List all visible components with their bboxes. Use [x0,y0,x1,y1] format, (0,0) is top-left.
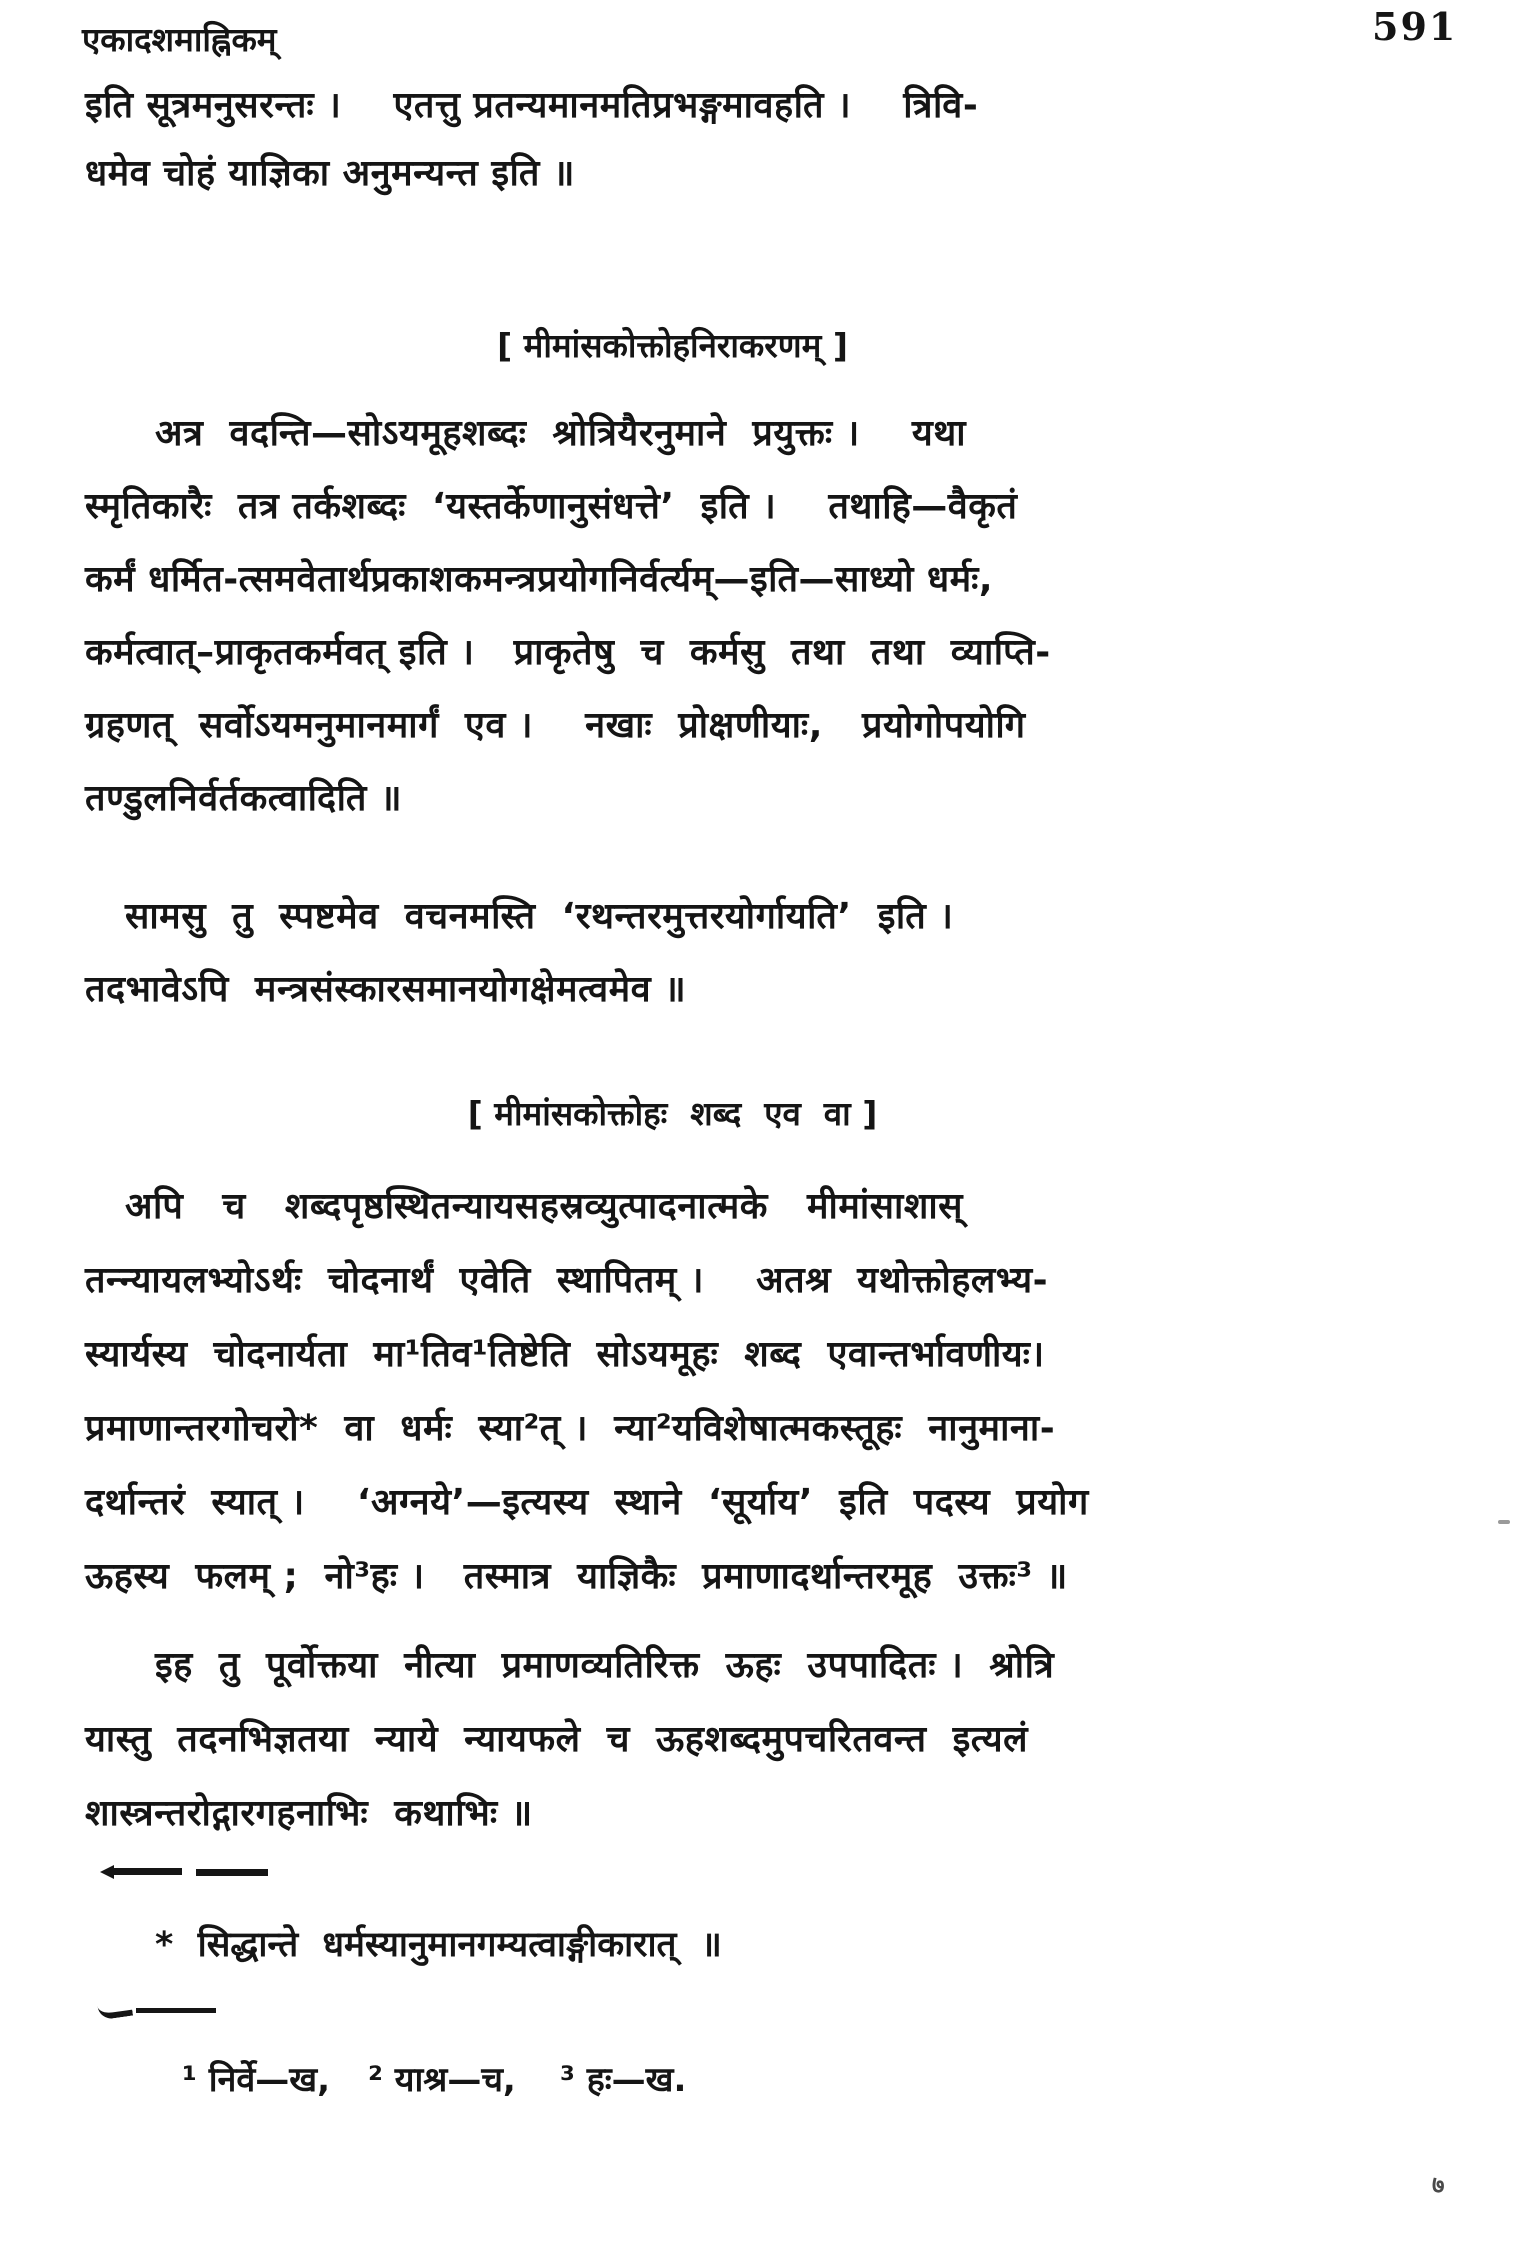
bottom-right-mark: ७ [1432,2171,1445,2199]
text-line: सामसु तु स्पष्टमेव वचनमस्ति ‘रथन्तरमुत्तरयोर्गायति’ इति । [125,896,954,937]
paragraph-1 [85,72,1275,208]
paragraph-5 [85,1629,1275,1851]
variant-note-1: ¹ निर्वे—ख, [182,2060,331,2100]
variant-rule-squiggle [97,1998,133,2021]
text-line: अत्र वदन्ति—सोऽयमूहशब्दः श्रोत्रियैरनुमाने प्रयुक्तः । यथा [155,413,967,454]
footnote-rule-segment [196,1869,268,1876]
text-line: यास्तु तदनभिज्ञतया न्याये न्यायफले च ऊहशब्दमुपचरितवन्त इत्यलं [85,1719,1028,1760]
text-line: कर्मं धर्मित-त्समवेतार्थप्रकाशकमन्त्रप्रयोगनिर्वर्त्यम्—इति—साध्यो धर्मः, [85,559,994,600]
text-line: धमेव चोहं याज्ञिका अनुमन्यन्त इति ॥ [85,153,575,194]
footnote-star: * सिद्धान्ते धर्मस्यानुमानगम्यत्वाङ्गीकारात् ॥ [155,1925,722,1965]
text-line: इह तु पूर्वोक्तया नीत्या प्रमाणव्यतिरिक्त ऊहः उपपादितः । श्रोत्रि [155,1645,1055,1686]
running-title: एकादशमाह्निकम् [82,20,277,59]
variant-note-3: ³ हः—ख. [560,2060,687,2100]
paragraph-3 [85,880,1275,1026]
text-line: स्मृतिकारैः तत्र तर्कशब्दः ‘यस्तर्केणानुसंधत्ते’ इति । तथाहि—वैकृतं [85,486,1018,527]
variant-rule-segment [136,2008,216,2013]
text-line: शास्त्रन्तरोद्गारगहनाभिः कथाभिः ॥ [85,1793,533,1834]
section-heading-2: [ मीमांसकोक्तोहः शब्द एव वा ] [467,1094,878,1133]
text-line: ग्रहणत् सर्वोऽयमनुमानमार्गं एव । नखाः प्रोक्षणीयाः, प्रयोगोपयोगि [85,705,1026,746]
text-line: प्रमाणान्तरगोचरो* वा धर्मः स्या²त् । न्या²यविशेषात्मकस्तूहः नानुमाना- [85,1408,1056,1449]
right-edge-speck [1498,1520,1510,1524]
text-line: दर्थान्तरं स्यात् । ‘अग्नये’—इत्यस्य स्थाने ‘सूर्याय’ इति पदस्य प्रयोग [85,1482,1089,1523]
text-line: तण्डुलनिर्वर्तकत्वादिति ॥ [85,778,403,819]
section-heading-1: [ मीमांसकोक्तोहनिराकरणम् ] [497,326,848,365]
text-line: तन्न्यायलभ्योऽर्थः चोदनार्थं एवेति स्थापितम् । अतश्र यथोक्तोहलभ्य- [85,1260,1049,1301]
text-line: कर्मत्वात्–प्राकृतकर्मवत् इति । प्राकृतेषु च कर्मसु तथा तथा व्याप्ति- [85,632,1051,673]
text-line: अपि च शब्दपृष्ठस्थितन्यायसहस्रव्युत्पादनात्मके मीमांसाशास् [125,1186,963,1227]
variant-note-2: ² याश्र—च, [368,2060,516,2100]
text-line: स्यार्यस्य चोदनार्यता मा¹तिव¹तिष्टेति सोऽयमूहः शब्द एवान्तर्भावणीयः। [85,1334,1045,1375]
text-line: ऊहस्य फलम् ; नो³हः । तस्मात्र याज्ञिकैः प्रमाणादर्थान्तरमूह उक्तः³ ॥ [85,1556,1068,1597]
paragraph-4 [85,1170,1275,1614]
footnote-rule-segment [112,1868,182,1875]
text-line: तदभावेऽपि मन्त्रसंस्कारसमानयोगक्षेमत्वमेव ॥ [85,969,687,1010]
page-number: 591 [1372,4,1458,49]
paragraph-2 [85,397,1275,835]
text-line: इति सूत्रमनुसरन्तः । एतत्तु प्रतन्यमानमतिप्रभङ्गमावहति । त्रिवि- [85,85,979,126]
